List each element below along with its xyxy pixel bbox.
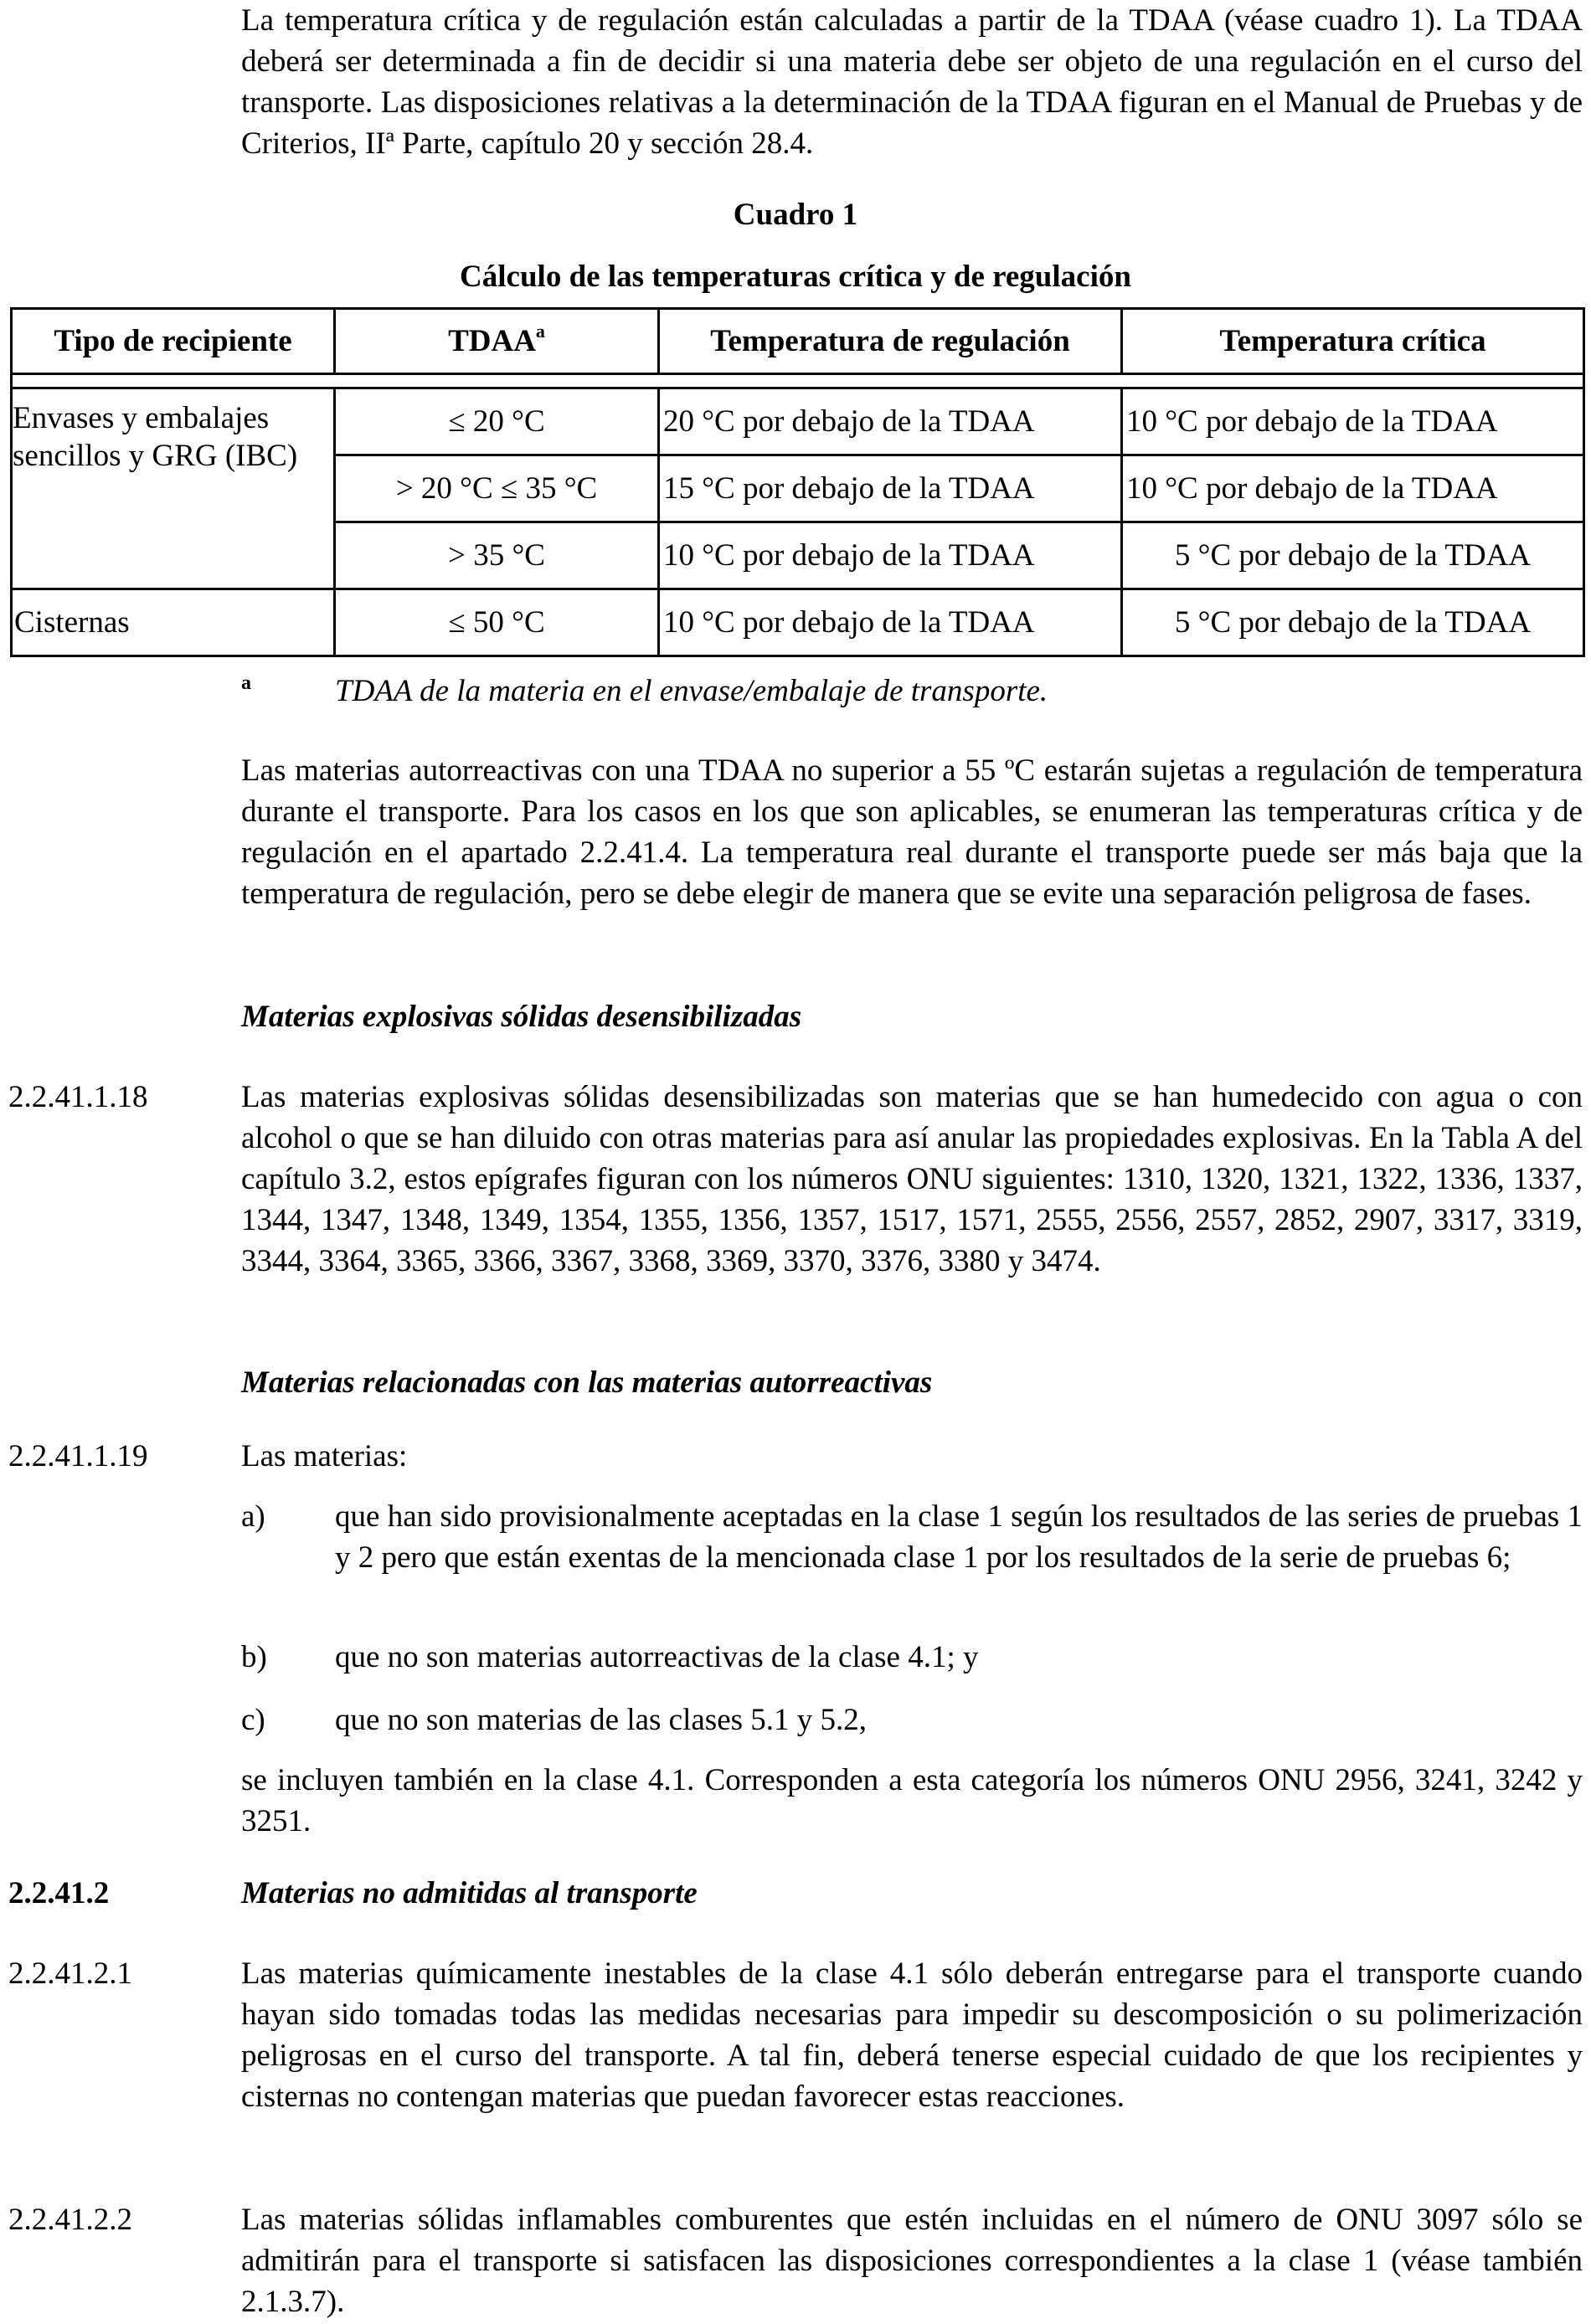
header-tdaa (335, 309, 659, 374)
autorreactivas-paragraph: Las materias autorreactivas con una TDAA no superior a 55 ºC estarán sujetas a regulación de temperatura durante el transporte. Para los casos en los que son aplicables, se enumeran las temperaturas crítica y de regulación en el apartado 2.2.41.4. La temperatura real durante el transporte puede ser más baja que la temperatura de regulación, pero se debe elegir de manera que se evite una separación peligrosa de fases. (241, 753, 1583, 911)
header-regulacion: Temperatura de regulación (659, 309, 1122, 374)
cell-critica: 5 °C por debajo de la TDAA (1122, 589, 1584, 656)
section-title-2-2-41-2: Materias no admitidas al transporte (241, 1876, 698, 1910)
list-item-letter: a) (241, 1499, 265, 1534)
footnote-text: TDAA de la materia en el envase/embalaje de transporte. (335, 674, 1048, 708)
header-critica: Temperatura crítica (1122, 309, 1584, 374)
section-outro-2-2-41-1-19: se incluyen también en la clase 4.1. Corresponden a esta categoría los números ONU 2956, 3241, 3242 y 3251. (241, 1763, 1583, 1838)
cell-tdaa: ≤ 20 °C (335, 388, 659, 455)
table-header-row (12, 309, 1584, 374)
section-text-2-2-41-1-18: Las materias explosivas sólidas desensibilizadas son materias que se han humedecido con agua o con alcohol o que se han diluido con otras materias para así anular las propiedades explosivas. En la Tabla A del capítulo 3.2, estos epígrafes figuran con los números ONU siguientes: 1310, 1320, 1321, 1322, 1336, 1337, 1344, 1347, 1348, 1349, 1354, 1355, 1356, 1357, 1517, 1571, 2555, 2556, 2557, 2852, 2907, 3317, 3319, 3344, 3364, 3365, 3366, 3367, 3368, 3369, 3370, 3376, 3380 y 3474. (241, 1080, 1583, 1278)
cell-critica: 10 °C por debajo de la TDAA (1122, 388, 1584, 455)
section-number: 2.2.41.1.18 (8, 1080, 148, 1114)
section-text-2-2-41-2-2: Las materias sólidas inflamables comburentes que estén incluidas en el número de ONU 3097 sólo se admitirán para el transporte si satisfacen las disposiciones correspondientes a la clase 1 (véase también 2.1.3.7). (241, 2203, 1583, 2319)
section-number: 2.2.41.2.2 (8, 2203, 132, 2237)
table-row (12, 388, 1584, 455)
table-spacer (12, 374, 1584, 388)
header-tdaa-footnote-ref: a (535, 321, 545, 342)
list-item-text: que no son materias de las clases 5.1 y 5.2, (335, 1703, 868, 1737)
cell-regulacion: 20 °C por debajo de la TDAA (659, 388, 1122, 455)
header-tipo: Tipo de recipiente (12, 309, 335, 374)
header-tdaa-label: TDAA (448, 324, 536, 358)
table-row (12, 374, 1584, 388)
list-item-text: que no son materias autorreactivas de la clase 4.1; y (335, 1640, 979, 1674)
cell-group-envases: Envases y embalajes sencillos y GRG (IBC) (12, 388, 335, 589)
section-intro-2-2-41-1-19: Las materias: (241, 1439, 408, 1473)
cell-regulacion: 10 °C por debajo de la TDAA (659, 522, 1122, 589)
heading-explosivas: Materias explosivas sólidas desensibilizadas (241, 1000, 802, 1034)
section-number: 2.2.41.1.19 (8, 1439, 148, 1473)
list-item-letter: b) (241, 1640, 267, 1674)
section-number: 2.2.41.2.1 (8, 1956, 132, 1991)
cell-critica: 10 °C por debajo de la TDAA (1122, 455, 1584, 522)
heading-relacionadas: Materias relacionadas con las materias autorreactivas (241, 1365, 933, 1400)
cell-regulacion: 10 °C por debajo de la TDAA (659, 589, 1122, 656)
temperature-table (10, 307, 1585, 657)
cell-regulacion: 15 °C por debajo de la TDAA (659, 455, 1122, 522)
list-item-text: que han sido provisionalmente aceptadas en la clase 1 según los resultados de las series de pruebas 1 y 2 pero que están exentas de la mencionada clase 1 por los resultados de la serie de pruebas 6; (335, 1499, 1583, 1575)
cell-tipo-cisternas: Cisternas (12, 589, 335, 656)
cell-tdaa: > 35 °C (335, 522, 659, 589)
footnote-mark: a (241, 672, 251, 694)
list-item-letter: c) (241, 1703, 265, 1737)
cell-tdaa: > 20 °C ≤ 35 °C (335, 455, 659, 522)
intro-paragraph: La temperatura crítica y de regulación están calculadas a partir de la TDAA (véase cuadro 1). La TDAA deberá ser determinada a fin de decidir si una materia debe ser objeto de una regulación en el curso del transporte. Las disposiciones relativas a la determinación de la TDAA figuran en el Manual de Pruebas y de Criterios, IIª Parte, capítulo 20 y sección 28.4. (241, 3, 1583, 161)
cell-critica: 5 °C por debajo de la TDAA (1122, 522, 1584, 589)
table-title: Cálculo de las temperaturas crítica y de regulación (460, 260, 1131, 294)
table-caption: Cuadro 1 (733, 198, 858, 232)
cell-tdaa: ≤ 50 °C (335, 589, 659, 656)
section-number: 2.2.41.2 (8, 1876, 110, 1910)
table-row (12, 589, 1584, 656)
section-text-2-2-41-2-1: Las materias químicamente inestables de la clase 4.1 sólo deberán entregarse para el transporte cuando hayan sido tomadas todas las medidas necesarias para impedir su descomposición o su polimerización peligrosas en el curso del transporte. A tal fin, deberá tenerse especial cuidado de que los recipientes y cisternas no contengan materias que puedan favorecer estas reacciones. (241, 1956, 1583, 2114)
